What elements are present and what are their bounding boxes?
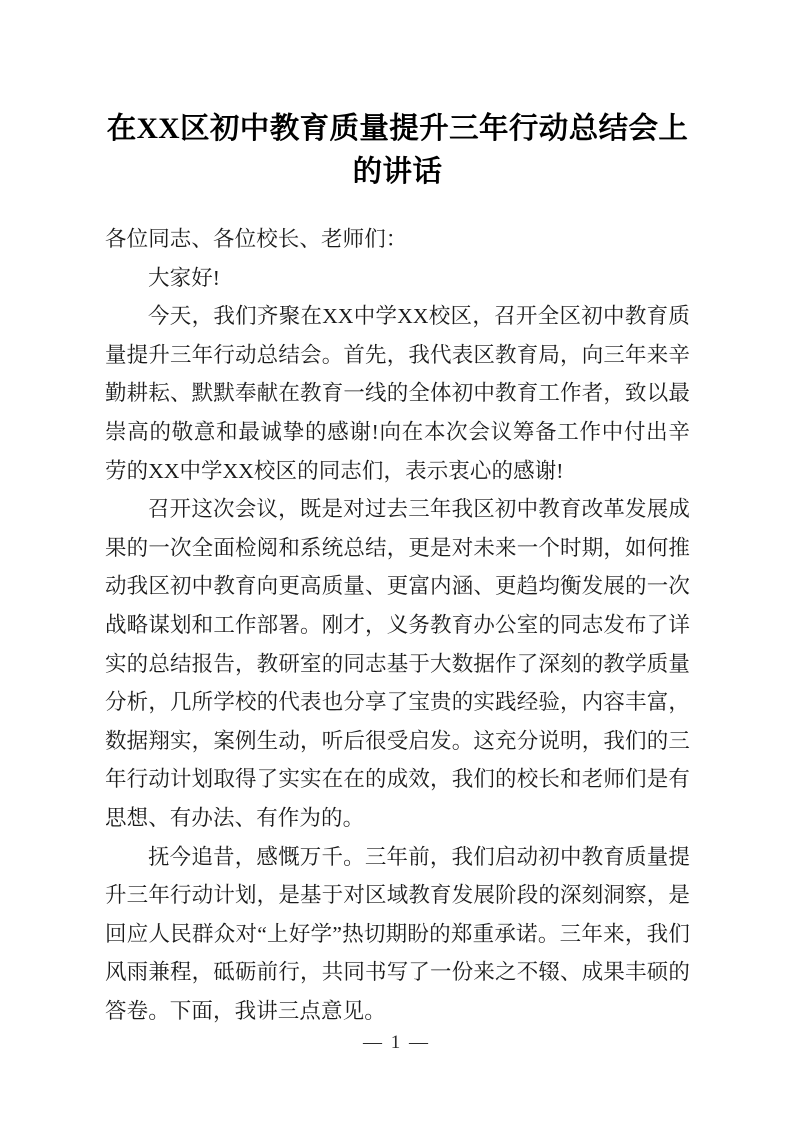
paragraph-meeting-purpose: 召开这次会议，既是对过去三年我区初中教育改革发展成果的一次全面检阅和系统总结，更是对未来一个时期，如何推动我区初中教育向更高质量、更富内涵、更趋均衡发展的一次战略谋划和工作部署。刚才，义务教育办公室的同志发布了详实的总结报告，教研室的同志基于大数据作了深刻的教学质量分析，几所学校的代表也分享了宝贵的实践经验，内容丰富，数据翔实，案例生动，听后很受启发。这充分说明，我们的三年行动计划取得了实实在在的成效，我们的校长和老师们是有思想、有办法、有作为的。 [105, 497, 690, 830]
paragraph-greeting: 大家好! [148, 265, 221, 290]
paragraph-retrospective: 抚今追昔，感慨万千。三年前，我们启动初中教育质量提升三年行动计划，是基于对区域教育发展阶段的深刻洞察，是回应人民群众对“上好学”热切期盼的郑重承诺。三年来，我们风雨兼程，砥砺前行，共同书写了一份来之不辍、成果丰硕的答卷。下面，我讲三点意见。 [105, 844, 690, 1023]
document-body [105, 220, 690, 1030]
paragraph-opening-thanks: 今天，我们齐聚在XX中学XX校区，召开全区初中教育质量提升三年行动总结会。首先，我代表区教育局，向三年来辛勤耕耘、默默奉献在教育一线的全体初中教育工作者，致以最崇高的敬意和最诚挚的感谢!向在本次会议筹备工作中付出辛劳的XX中学XX校区的同志们，表示衷心的感谢! [105, 304, 690, 483]
document-content-area [105, 0, 690, 1030]
paragraph-salutation: 各位同志、各位校长、老师们： [105, 227, 408, 251]
page-number-footer: — 1 — [363, 1032, 430, 1053]
page-title: 在XX区初中教育质量提升三年行动总结会上的讲话 [106, 113, 689, 188]
